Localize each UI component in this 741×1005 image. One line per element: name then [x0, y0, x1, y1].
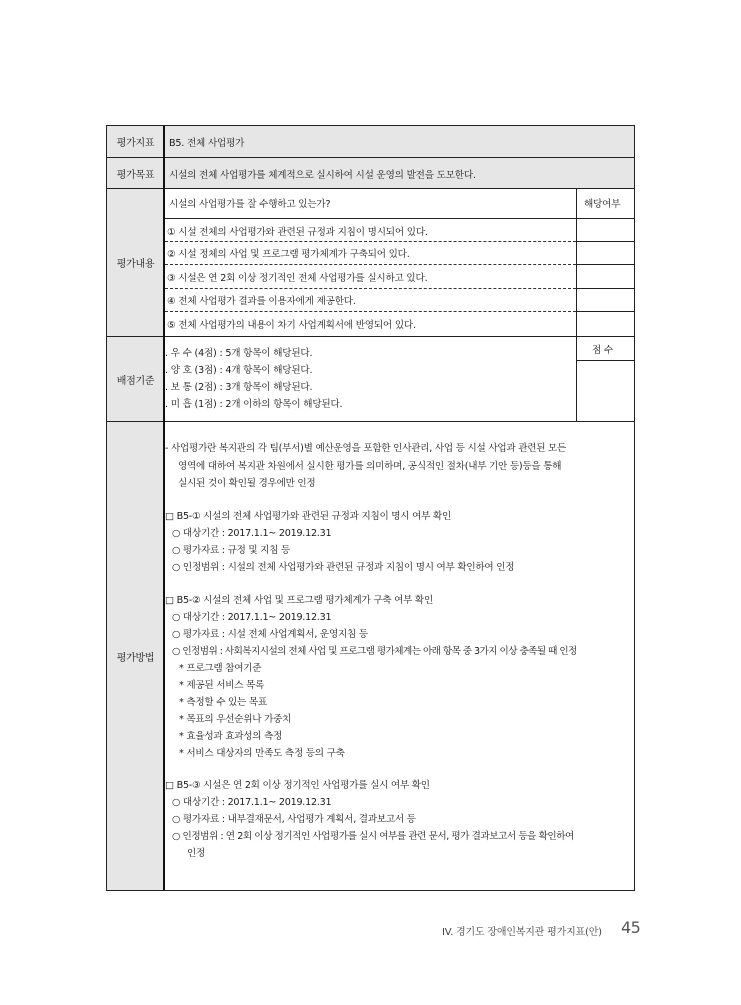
method-subitem: * 효율성과 효과성의 측정 [179, 731, 283, 742]
score-header-divider [577, 360, 634, 361]
method-subitem: * 목표의 우선순위나 가중치 [179, 714, 292, 725]
content-item: ③ 시설은 연 2회 이상 정기적인 전체 사업평가를 실시하고 있다. [167, 273, 428, 284]
footer-section-title: IV. 경기도 장애인복지관 평가지표(안) [442, 927, 602, 938]
scoring-line: . 보 통 (2점) : 3개 항목이 해당된다. [165, 382, 313, 393]
content-item: ⑤ 전체 사업평가의 내용이 차기 사업계획서에 반영되어 있다. [167, 320, 416, 331]
row-divider [107, 421, 634, 422]
item-divider [577, 241, 634, 242]
method-item: ○ 인정범위 : 사회복지시설의 전체 사업 및 프로그램 평가체계는 아래 항목 중 3가지 이상 충족될 때 인정 [172, 646, 577, 657]
label-method: 평가방법 [107, 422, 164, 890]
label-scoring: 배점기준 [107, 337, 164, 421]
indicator-cell [165, 126, 634, 157]
applicable-header: 해당여부 [584, 199, 621, 210]
method-subitem: * 서비스 대상자의 만족도 측정 등의 구축 [179, 748, 345, 759]
method-item: ○ 인정범위 : 시설의 전체 사업평가와 관련된 규정과 지침이 명시 여부 확인하여 인정 [172, 562, 515, 573]
method-intro-line: - 사업평가란 복지관의 각 팀(부서)별 예산운영을 포함한 인사관리, 사업 등 시설 사업과 관련된 모든 [165, 443, 567, 454]
method-item: ○ 평가자료 : 시설 전체 사업계획서, 운영지침 등 [172, 629, 368, 640]
method-subitem: * 제공된 서비스 목록 [179, 680, 265, 691]
content-header-divider [165, 218, 634, 219]
row-divider [107, 188, 634, 189]
item-divider [165, 241, 576, 242]
item-divider [165, 288, 576, 289]
method-heading: □ B5-② 시설의 전체 사업 및 프로그램 평가체계가 구축 여부 확인 [165, 595, 433, 606]
content-question: 시설의 사업평가를 잘 수행하고 있는가? [169, 199, 331, 210]
content-item: ① 시설 전체의 사업평가와 관련된 규정과 지침이 명시되어 있다. [167, 227, 428, 238]
method-heading: □ B5-① 시설의 전체 사업평가와 관련된 규정과 지침이 명시 여부 확인 [165, 511, 451, 522]
item-divider [577, 311, 634, 312]
label-goal: 평가목표 [107, 158, 164, 188]
goal-cell [165, 158, 634, 188]
content-col-divider [576, 189, 577, 336]
label-indicator: 평가지표 [107, 126, 164, 157]
method-item: ○ 대상기간 : 2017.1.1~ 2019.12.31 [172, 528, 332, 539]
method-heading: □ B5-③ 시설은 연 2회 이상 정기적인 사업평가를 실시 여부 확인 [165, 780, 430, 791]
method-intro-line: 영역에 대하여 복지관 차원에서 실시한 평가를 의미하며, 공식적인 절차(내부 기안 등)등을 통해 [178, 461, 562, 472]
method-subitem: * 프로그램 참여기준 [179, 663, 262, 674]
item-divider [577, 264, 634, 265]
item-divider [165, 264, 576, 265]
method-intro-line: 실시된 것이 확인될 경우에만 인정 [178, 478, 316, 489]
content-item: ② 시설 정체의 사업 및 프로그램 평가체계가 구축되어 있다. [167, 249, 410, 260]
score-header: 점 수 [592, 345, 613, 356]
item-divider [165, 311, 576, 312]
method-subitem: * 측정할 수 있는 목표 [179, 697, 267, 708]
item-divider [577, 288, 634, 289]
method-item: ○ 대상기간 : 2017.1.1~ 2019.12.31 [172, 612, 332, 623]
scoring-col-divider [576, 337, 577, 421]
indicator-value: B5. 전체 사업평가 [169, 138, 245, 149]
evaluation-table [106, 125, 635, 891]
method-item: ○ 인정범위 : 연 2회 이상 정기적인 사업평가를 실시 여부를 관련 문서, 평가 결과보고서 등을 확인하여 [172, 831, 574, 842]
method-item: ○ 대상기간 : 2017.1.1~ 2019.12.31 [172, 797, 332, 808]
method-item-continuation: 인정 [187, 848, 206, 859]
scoring-line: . 우 수 (4점) : 5개 항목이 해당된다. [165, 348, 313, 359]
method-item: ○ 평가자료 : 규정 및 지침 등 [172, 545, 291, 556]
row-divider [107, 336, 634, 337]
goal-value: 시설의 전체 사업평가를 체계적으로 실시하여 시설 운영의 발전을 도모한다. [169, 170, 476, 181]
label-content: 평가내용 [107, 189, 164, 336]
scoring-line: . 양 호 (3점) : 4개 항목이 해당된다. [165, 365, 313, 376]
scoring-line: . 미 흡 (1점) : 2개 이하의 항목이 해당된다. [165, 399, 343, 410]
page-number: 45 [621, 918, 641, 937]
content-item: ④ 전체 사업평가 결과를 이용자에게 제공한다. [167, 296, 356, 307]
method-item: ○ 평가자료 : 내부결재문서, 사업평가 계획서, 결과보고서 등 [172, 814, 416, 825]
